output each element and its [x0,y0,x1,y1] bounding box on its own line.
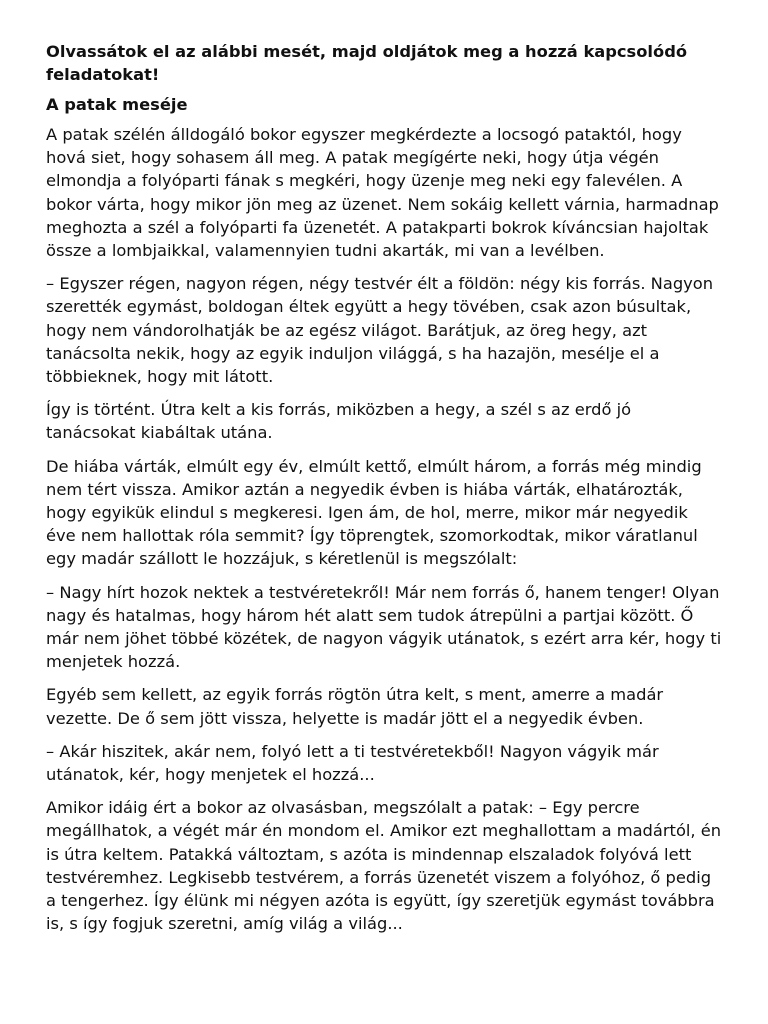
story-paragraph: Így is történt. Útra kelt a kis forrás, miközben a hegy, a szél s az erdő jó tanácsokat kiabáltak utána. [46,400,632,443]
story-paragraph: – Nagy hírt hozok nektek a testvéretekről! Már nem forrás ő, hanem tenger! Olyan nagy és hatalmas, hogy három hét alatt sem tudok átrepülni a partjai között. Ő már nem jöhet többé közétek, de nagyon vágyik utánatok, s ezért arra kér, hogy ti menjetek hozzá. [46,582,722,672]
story-title: A patak meséje [46,95,188,114]
story-paragraph: – Akár hiszitek, akár nem, folyó lett a ti testvéretekből! Nagyon vágyik már utánatok, kér, hogy menjetek el hozzá... [46,741,659,785]
story-paragraph: Egyéb sem kellett, az egyik forrás rögtön útra kelt, s ment, amerre a madár vezette. De ő sem jött vissza, helyette is madár jött el a negyedik évben. [46,685,664,728]
story-paragraph: Amikor idáig ért a bokor az olvasásban, megszólalt a patak: – Egy percre megállhatok, a végét már én mondom el. Amikor ezt meghallottam a madártól, én is útra keltem. Patakká változtam, s azóta is mindennap elszaladok folyóvá lett testvéremhez. Legkisebb testvérem, a forrás üzenetét viszem a folyóhoz, ő pedig a tengerhez. Így élünk mi négyen azóta is együtt, így szeretjük egymást továbbra is, s így fogjuk szeretni, amíg világ a világ... [46,798,722,934]
story-paragraph: – Egyszer régen, nagyon régen, négy testvér élt a földön: négy kis forrás. Nagyon szerették egymást, boldogan éltek együtt a hegy tövében, csak azon búsultak, hogy nem vándorolhatják be az egész világot. Barátjuk, az öreg hegy, azt tanácsolta nekik, hogy az egyik induljon világgá, s ha hazajön, mesélje el a többieknek, hogy mit látott. [46,274,714,387]
story-paragraph: De hiába várták, elmúlt egy év, elmúlt kettő, elmúlt három, a forrás még mindig nem tért vissza. Amikor aztán a negyedik évben is hiába várták, elhatározták, hogy egyikük elindul s megkeresi. Igen ám, de hol, merre, mikor már negyedik éve nem hallottak róla semmit? Így töprengtek, szomorkodtak, mikor váratlanul egy madár szállott le hozzájuk, s kéretlenül is megszólalt: [46,456,702,569]
story-paragraph: A patak szélén álldogáló bokor egyszer megkérdezte a locsogó pataktól, hogy hová siet, hogy sohasem áll meg. A patak megígérte neki, hogy útja végén elmondja a folyóparti fának s megkéri, hogy üzenje meg neki egy falevélen. A bokor várta, hogy mikor jön meg az üzenet. Nem sokáig kellett várnia, harmadnap meghozta a szél a folyóparti fa üzenetét. A patakparti bokrok kíváncsian hajoltak össze a lombjaikkal, valamennyien tudni akarták, mi van a levélben. [46,125,719,261]
instruction-heading: Olvassátok el az alábbi mesét, majd oldjátok meg a hozzá kapcsolódó feladatokat! [46,42,688,84]
